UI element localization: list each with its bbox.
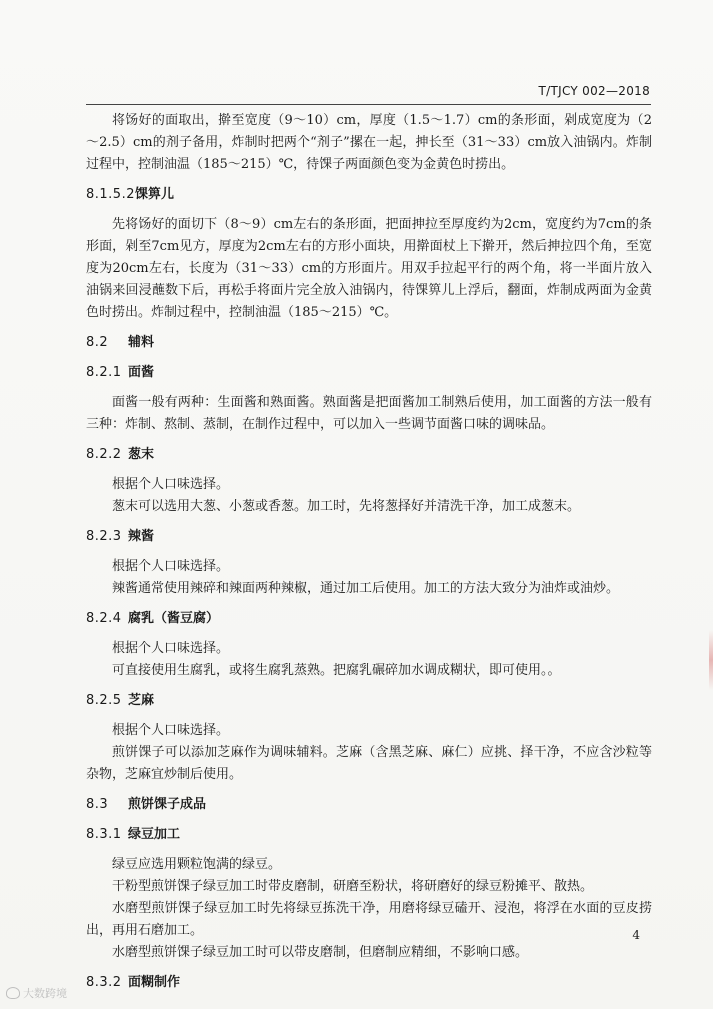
paragraph: 根据个人口味选择。 xyxy=(112,559,230,574)
document-body xyxy=(86,110,652,1002)
section-heading-8-3 xyxy=(86,794,652,816)
paragraph: 绿豆应选用颗粒饱满的绿豆。 xyxy=(112,857,282,872)
section-title: 馃箅儿 xyxy=(134,187,174,202)
section-heading-8-1-5-2 xyxy=(86,184,652,206)
section-number: 8.2.1 xyxy=(86,365,122,380)
paragraph: 根据个人口味选择。 xyxy=(112,723,230,738)
section-title: 芝麻 xyxy=(128,693,155,708)
section-title: 辅料 xyxy=(128,335,155,350)
watermark-text: 大数跨境 xyxy=(23,987,67,1000)
paragraph: 葱末可以选用大葱、小葱或香葱。加工时，先将葱择好并清洗干净，加工成葱末。 xyxy=(112,499,581,514)
section-number: 8.2.3 xyxy=(86,529,122,544)
paragraph: 面酱一般有两种：生面酱和熟面酱。熟面酱是把面酱加工制熟后使用，加工面酱的方法一般有三种：炸制、熬制、蒸制，在制作过程中，可以加入一些调节面酱口味的调味品。 xyxy=(86,395,652,432)
paragraph: 辣酱通常使用辣碎和辣面两种辣椒，通过加工后使用。加工的方法大致分为油炸或油炒。 xyxy=(112,581,620,596)
page-number: 4 xyxy=(632,928,640,942)
section-title: 煎饼馃子成品 xyxy=(128,797,207,812)
paragraph: 先将饧好的面切下（8～9）cm左右的条形面，把面抻拉至厚度约为2cm，宽度约为7cm的条形面，剁至7cm见方，厚度为2cm左右的方形小面块，用擀面杖上下擀开，然后抻拉四个角，至宽度为20cm左右，长度为（31～33）cm的方形面片。用双手拉起平行的两个角，将一半面片放入油锅来回浸蘸数下后，再松手将面片完全放入油锅内，待馃箅儿上浮后，翻面，炸制成两面为金黄色时捞出。炸制过程中，控制油温（185～215）℃。 xyxy=(86,217,652,320)
watermark xyxy=(6,985,67,1001)
section-number: 8.3 xyxy=(86,797,109,812)
section-number: 8.3.2 xyxy=(86,975,122,990)
section-number: 8.2.5 xyxy=(86,693,122,708)
section-title: 葱末 xyxy=(128,447,155,462)
section-title: 辣酱 xyxy=(128,529,155,544)
section-heading-8-2-1 xyxy=(86,362,652,384)
header-rule xyxy=(86,104,651,105)
paragraph: 根据个人口味选择。 xyxy=(112,641,230,656)
section-number: 8.1.5.2 xyxy=(86,187,135,202)
scan-edge-mark xyxy=(709,630,713,690)
section-heading-8-2-3 xyxy=(86,526,652,548)
watermark-logo-icon xyxy=(6,987,20,999)
section-number: 8.2.2 xyxy=(86,447,122,462)
section-heading-8-2-5 xyxy=(86,690,652,712)
paragraph: 干粉型煎饼馃子绿豆加工时带皮磨制，研磨至粉状，将研磨好的绿豆粉摊平、散热。 xyxy=(112,879,594,894)
section-number: 8.2 xyxy=(86,335,109,350)
section-heading-8-2-4 xyxy=(86,608,652,630)
paragraph: 根据个人口味选择。 xyxy=(112,477,230,492)
section-heading-8-2 xyxy=(86,332,652,354)
section-heading-8-2-2 xyxy=(86,444,652,466)
paragraph: 水磨型煎饼馃子绿豆加工时先将绿豆拣洗干净，用磨将绿豆磕开、浸泡，将浮在水面的豆皮捞出，再用石磨加工。 xyxy=(86,901,652,938)
paragraph: 水磨型煎饼馃子绿豆加工时可以带皮磨制，但磨制应精细，不影响口感。 xyxy=(112,945,529,960)
section-title: 面酱 xyxy=(128,365,155,380)
document-code: T/TJCY 002—2018 xyxy=(538,84,650,98)
section-heading-8-3-1 xyxy=(86,824,652,846)
section-number: 8.3.1 xyxy=(86,827,122,842)
section-number: 8.2.4 xyxy=(86,611,122,626)
paragraph: 可直接使用生腐乳，或将生腐乳蒸熟。把腐乳碾碎加水调成糊状，即可使用。。 xyxy=(112,663,561,678)
section-title: 绿豆加工 xyxy=(128,827,181,842)
section-title: 腐乳（酱豆腐） xyxy=(128,611,220,626)
section-title: 面糊制作 xyxy=(128,975,181,990)
section-heading-8-3-2 xyxy=(86,972,652,994)
paragraph: 煎饼馃子可以添加芝麻作为调味辅料。芝麻（含黑芝麻、麻仁）应挑、择干净，不应含沙粒等杂物，芝麻宜炒制后使用。 xyxy=(86,745,652,782)
paragraph: 将饧好的面取出，擀至宽度（9～10）cm，厚度（1.5～1.7）cm的条形面，剁成宽度为（2～2.5）cm的剂子备用，炸制时把两个“剂子”摞在一起，抻长至（31～33）cm放入油锅内。炸制过程中，控制油温（185～215）℃，待馃子两面颜色变为金黄色时捞出。 xyxy=(86,113,652,172)
